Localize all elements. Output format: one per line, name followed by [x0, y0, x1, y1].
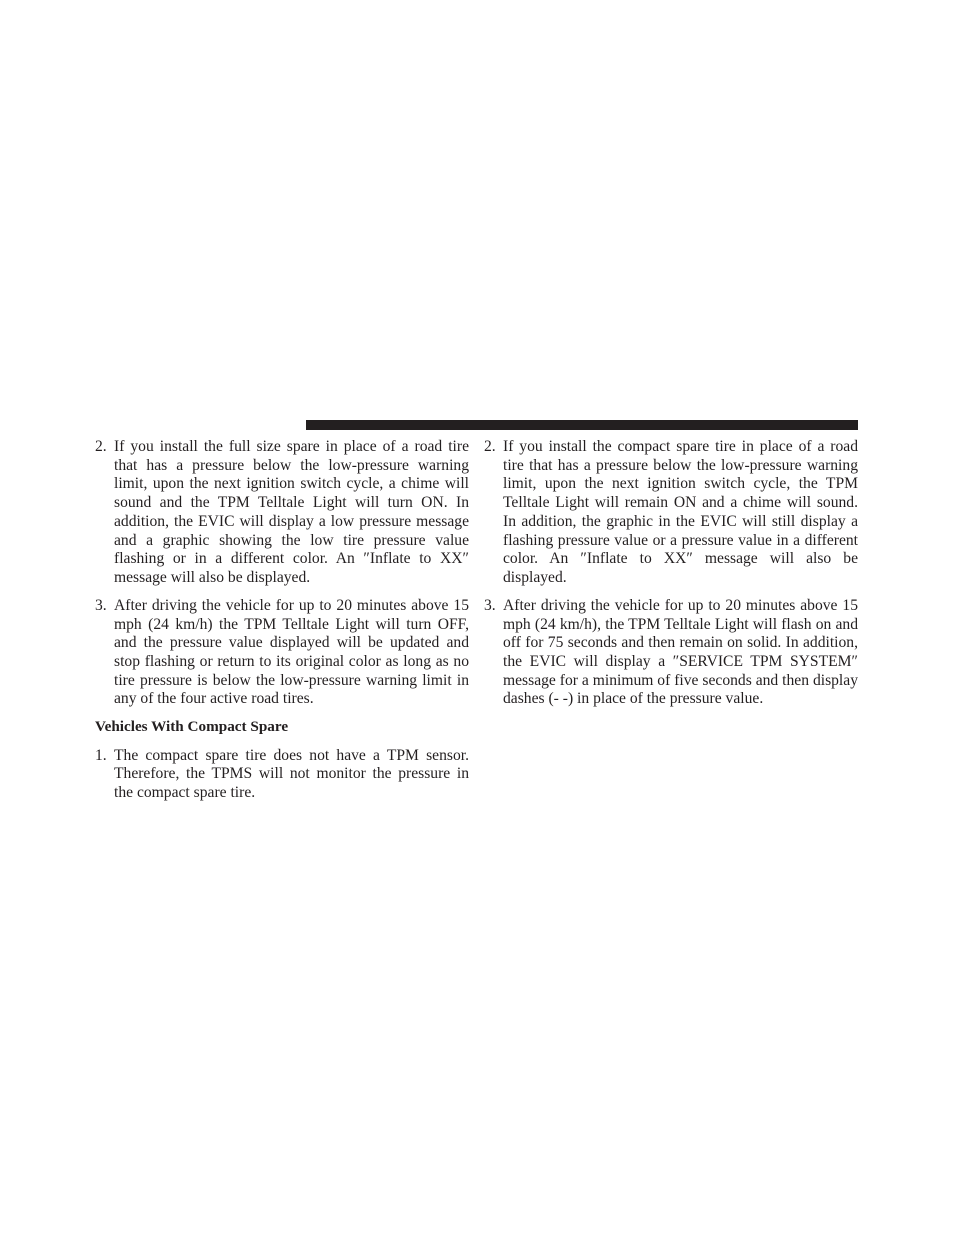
list-item [95, 438, 469, 588]
list-item-number: 2. [95, 438, 107, 455]
right-column [484, 438, 858, 718]
list-item-number: 2. [484, 438, 496, 455]
list-item-text: The compact spare tire does not have a TPM sensor. Therefore, the TPMS will not monitor the pressure in the compact spare tire. [114, 746, 469, 802]
list-item-text: After driving the vehicle for up to 20 minutes above 15 mph (24 km/h) the TPM Telltale Light will turn OFF, and the pressure value displayed will be updated and stop flashing or return to its original color as long as no tire pressure is below the low-pressure warning limit in any of the four active road tires. [114, 596, 469, 708]
list-item [95, 747, 469, 803]
list-item-number: 3. [95, 596, 107, 614]
list-item-text: If you install the compact spare tire in place of a road tire that has a pressure below the low-pressure warning limit, upon the next ignition switch cycle, the TPM Telltale Light will remain ON and a chime will sound. In addition, the graphic in the EVIC will still display a flashing pressure value or a pressure value in a different color. An ″Inflate to XX″ message will also be displayed. [503, 438, 858, 586]
list-item-text: If you install the full size spare in place of a road tire that has a pressure below the low-pressure warning limit, upon the next ignition switch cycle, a chime will sound and the TPM Telltale Light will turn ON. In addition, the EVIC will display a low pressure message and a graphic showing the low tire pressure value flashing or in a different color. An ″Inflate to XX″ message will also be displayed. [114, 438, 469, 586]
list-item [484, 438, 858, 588]
list-item-text: After driving the vehicle for up to 20 minutes above 15 mph (24 km/h), the TPM Telltale Light will flash on and off for 75 seconds and then remain on solid. In addition, the EVIC will display a ″SERVICE TPM SYSTEM″ message for a minimum of five seconds and then display dashes (- -) in place of the pressure value. [503, 596, 858, 708]
section-subheading: Vehicles With Compact Spare [95, 718, 289, 736]
header-rule [306, 420, 858, 430]
list-item [484, 597, 858, 709]
list-item-number: 1. [95, 746, 107, 764]
left-column [95, 438, 469, 812]
list-item [95, 597, 469, 709]
list-item-number: 3. [484, 596, 496, 614]
